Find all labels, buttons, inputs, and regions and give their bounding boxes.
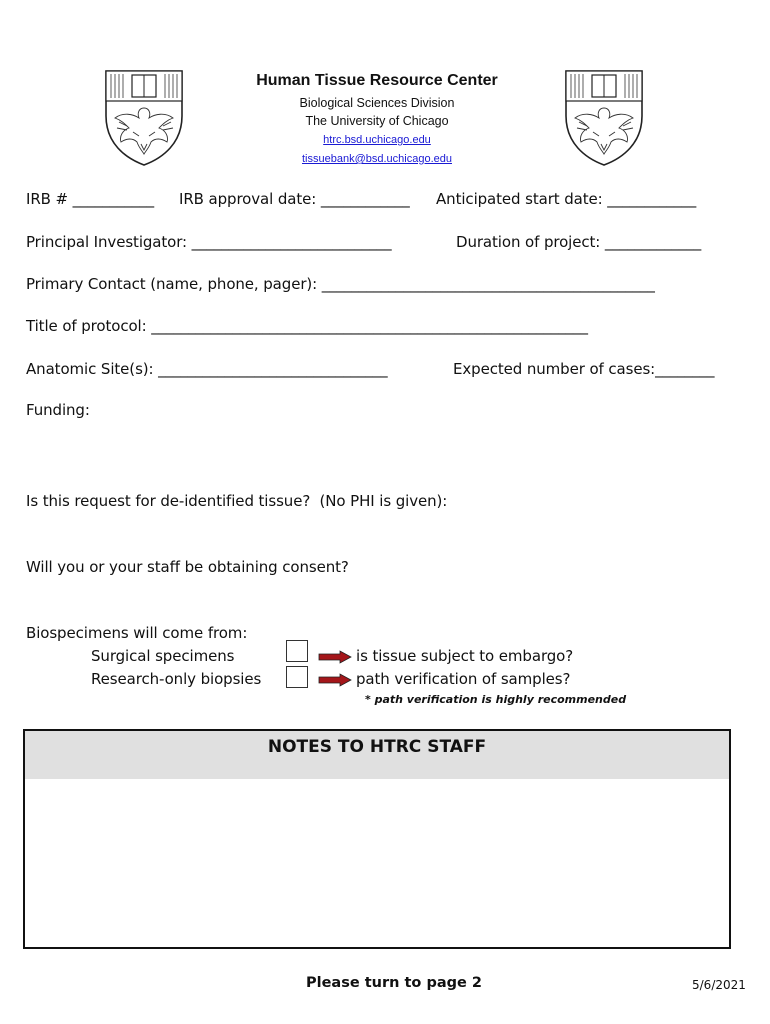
anticipated-start-date-field[interactable]: Anticipated start date: ____________ [436, 190, 697, 208]
path-verification-note: * path verification is highly recommended [365, 693, 627, 706]
division-name: Biological Sciences Division [299, 96, 455, 110]
surgical-specimens-checkbox[interactable] [286, 640, 308, 662]
irb-number-field[interactable]: IRB # ___________ [26, 190, 155, 208]
deidentified-question: Is this request for de-identified tissue? (No PHI is given): [26, 492, 448, 510]
notes-header [25, 731, 729, 779]
page-title: Human Tissue Resource Center [256, 72, 498, 89]
research-biopsies-label: Research-only biopsies [91, 670, 262, 688]
notes-title: NOTES TO HTRC STAFF [267, 737, 487, 757]
website-link[interactable]: htrc.bsd.uchicago.edu [323, 134, 431, 146]
research-biopsies-checkbox[interactable] [286, 666, 308, 688]
protocol-title-field[interactable]: Title of protocol: ___________________________________________________________ [26, 317, 588, 335]
principal-investigator-field[interactable]: Principal Investigator: ___________________________ [26, 233, 392, 251]
notes-box[interactable] [23, 729, 731, 949]
duration-field[interactable]: Duration of project: _____________ [456, 233, 702, 251]
surgical-specimens-label: Surgical specimens [91, 647, 235, 665]
anatomic-site-field[interactable]: Anatomic Site(s): _______________________________ [26, 360, 388, 378]
funding-label: Funding: [26, 401, 90, 419]
biospecimens-heading: Biospecimens will come from: [26, 624, 248, 642]
consent-question: Will you or your staff be obtaining consent? [26, 558, 349, 576]
arrow-right-icon [318, 650, 352, 664]
turn-page-note: Please turn to page 2 [306, 975, 482, 991]
arrow-right-icon [318, 673, 352, 687]
university-crest-icon-left [103, 68, 185, 168]
university-crest-icon-right [563, 68, 645, 168]
university-name: The University of Chicago [305, 114, 449, 128]
revision-date: 5/6/2021 [692, 978, 746, 992]
embargo-question: is tissue subject to embargo? [356, 647, 574, 665]
primary-contact-field[interactable]: Primary Contact (name, phone, pager): _____________________________________________ [26, 275, 655, 293]
email-link[interactable]: tissuebank@bsd.uchicago.edu [302, 153, 452, 165]
expected-cases-field[interactable]: Expected number of cases:________ [453, 360, 715, 378]
irb-approval-date-field[interactable]: IRB approval date: ____________ [179, 190, 410, 208]
path-verification-question: path verification of samples? [356, 670, 571, 688]
